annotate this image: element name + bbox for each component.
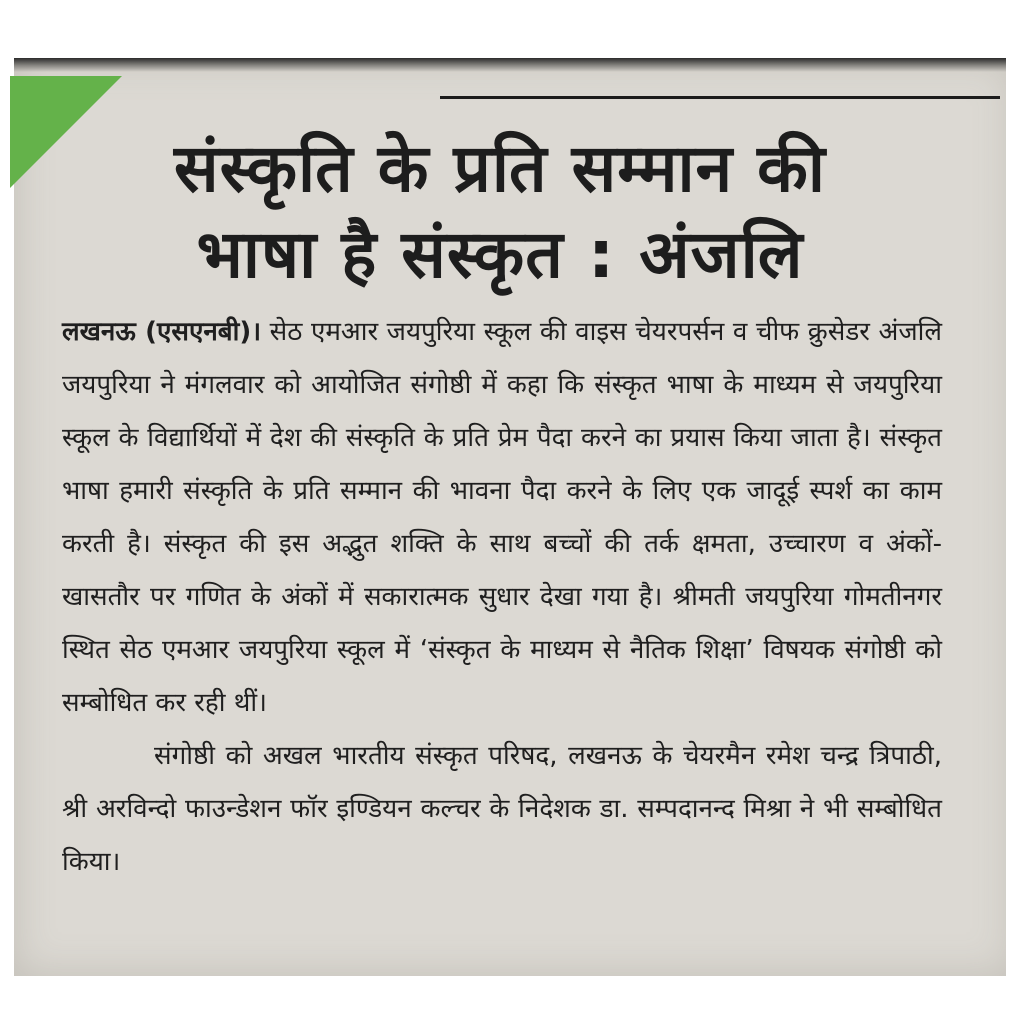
scan-shadow: [14, 58, 1014, 72]
page-edge: [1006, 58, 1024, 976]
article-headline: [60, 126, 940, 298]
paragraph-1: [62, 306, 942, 730]
dateline: लखनऊ (एसएनबी)।: [62, 317, 262, 347]
headline-line-2: भाषा है संस्कृत : अंजलि: [196, 216, 804, 293]
article-body: [62, 306, 942, 889]
headline-line-1: संस्कृति के प्रति सम्मान की: [174, 130, 826, 207]
paragraph-2: संगोष्ठी को अखल भारतीय संस्कृत परिषद, लखनऊ के चेयरमैन रमेश चन्द्र त्रिपाठी, श्री अरविन्दो फाउन्डेशन फॉर इण्डियन कल्चर के निदेशक डा. सम्पदानन्द मिश्रा ने भी सम्बोधित किया।: [62, 741, 942, 877]
header-rule: [440, 96, 1000, 99]
paragraph-1-text: सेठ एमआर जयपुरिया स्कूल की वाइस चेयरपर्सन व चीफ क्रुसेडर अंजलि जयपुरिया ने मंगलवार को आयोजित संगोष्ठी में कहा कि संस्कृत भाषा के माध्यम से जयपुरिया स्कूल के विद्यार्थियों में देश की संस्कृति के प्रति प्रेम पैदा करने का प्रयास किया जाता है। संस्कृत भाषा हमारी संस्कृति के प्रति सम्मान की भावना पैदा करने के लिए एक जादूई स्पर्श का काम करती है। संस्कृत की इस अद्भुत शक्ति के साथ बच्चों की तर्क क्षमता, उच्चारण व अंकों-खासतौर पर गणित के अंकों में सकारात्मक सुधार देखा गया है। श्रीमती जयपुरिया गोमतीनगर स्थित सेठ एमआर जयपुरिया स्कूल में ‘संस्कृत के माध्यम से नैतिक शिक्षा’ विषयक संगोष्ठी को सम्बोधित कर रही थीं।: [62, 317, 943, 718]
